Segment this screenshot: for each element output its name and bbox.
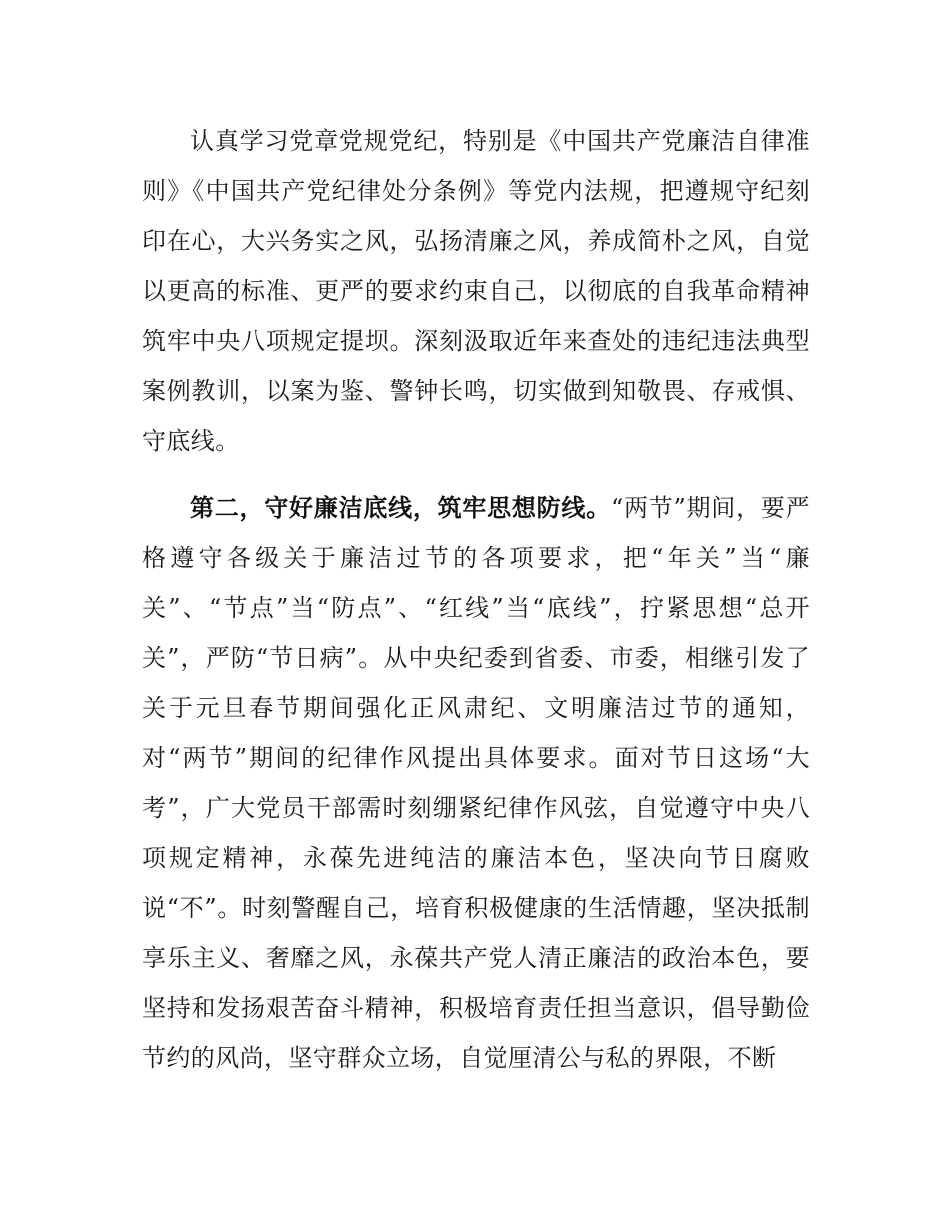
paragraph-lead-heading: 第二，守好廉洁底线，筑牢思想防线。	[190, 494, 611, 522]
paragraph-text: “两节”期间，要严格遵守各级关于廉洁过节的各项要求，把“年关”当“廉关”、“节点”当“防点”、“红线”当“底线”，拧紧思想“总开关”，严防“节日病”。从中央纪委到省委、市委，相继引发了关于元旦春节期间强化正风肃纪、文明廉洁过节的通知，对“两节”期间的纪律作风提出具体要求。面对节日这场“大考”，广大党员干部需时刻绷紧纪律作风弦，自觉遵守中央八项规定精神，永葆先进纯洁的廉洁本色，坚决向节日腐败说“不”。时刻警醒自己，培育积极健康的生活情趣，坚决抵制享乐主义、奢靡之风，永葆共产党人清正廉洁的政治本色，要坚持和发扬艰苦奋斗精神，积极培育责任担当意识，倡导勤俭节约的风尚，坚守群众立场，自觉厘清公与私的界限，不断	[142, 494, 810, 1072]
paragraph-text: 认真学习党章党规党纪，特别是《中国共产党廉洁自律准则》《中国共产党纪律处分条例》等党内法规，把遵规守纪刻印在心，大兴务实之风，弘扬清廉之风，养成简朴之风，自觉以更高的标准、更严的要求约束自己，以彻底的自我革命精神筑牢中央八项规定提坝。深刻汲取近年来查处的违纪违法典型案例教训，以案为鉴、警钟长鸣，切实做到知敬畏、存戒惧、守底线。	[142, 127, 810, 455]
paragraph-integrity-bottom-line	[142, 483, 810, 1083]
paragraph-study-regulations	[142, 116, 810, 466]
